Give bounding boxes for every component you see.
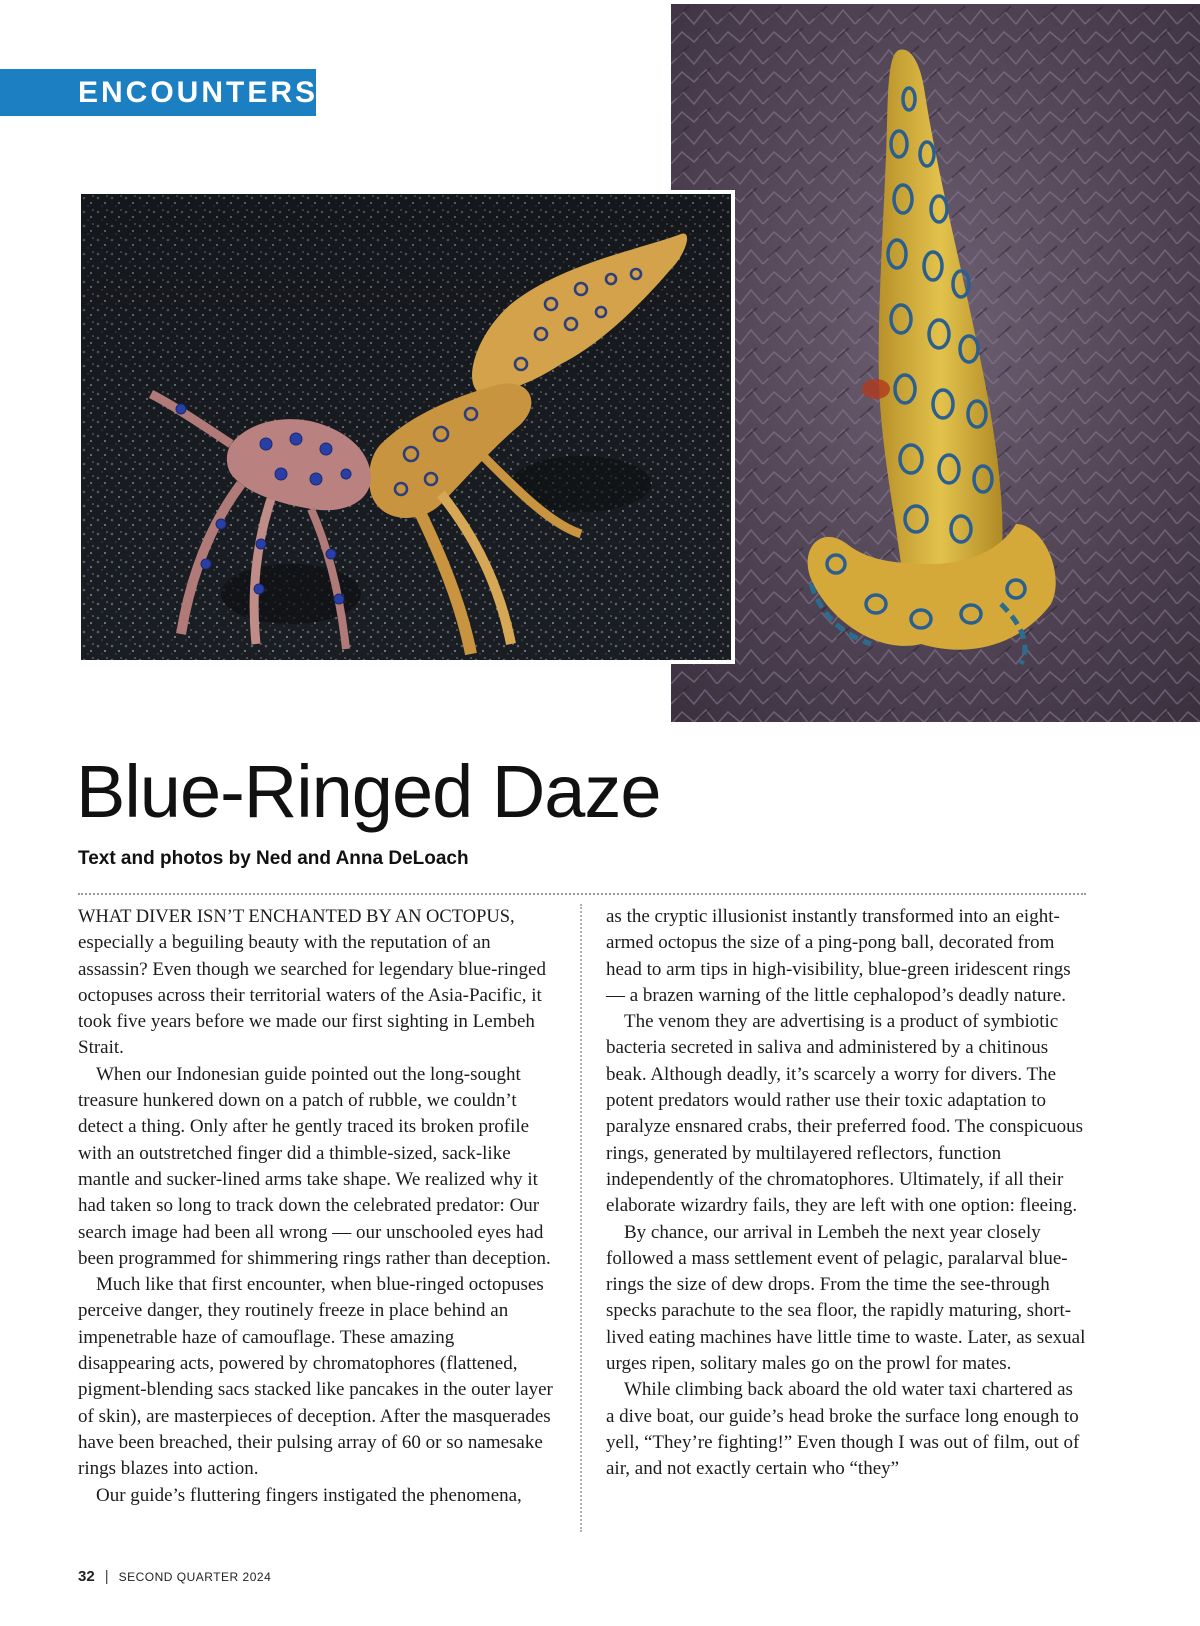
photo-right — [671, 4, 1200, 722]
text-column-left — [78, 904, 556, 1509]
paragraph: Our guide’s fluttering fingers instigated the phenomena, — [96, 1484, 522, 1506]
footer-separator: | — [104, 1568, 109, 1585]
octopus-photo-left — [81, 194, 731, 660]
paragraph: While climbing back aboard the old water taxi chartered as a dive boat, our guide’s head broke the surface long enough to yell, “They’re fighting!” Even though I was out of film, out of air, and not exactly certain who “they” — [606, 1379, 1080, 1480]
paragraph: When our Indonesian guide pointed out the long-sought treasure hunkered down on a patch of rubble, we couldn’t detect a thing. Only after he gently traced its broken profile with an outstretched finger did a thimble-sized, sack-like mantle and sucker-lined arms take shape. We realized why it had taken so long to track down the celebrated predator: Our search image had been all wrong — our unschooled eyes had been programmed for shimmering rings rather than deception. — [78, 1063, 551, 1269]
column-divider — [580, 904, 582, 1532]
octopus-photo-right — [671, 4, 1200, 722]
byline-divider — [78, 893, 1086, 895]
page-footer — [78, 1568, 271, 1585]
paragraph: By chance, our arrival in Lembeh the next year closely followed a mass settlement event of pelagic, paralarval blue-rings the size of dew drops. From the time the see-through specks parachute to the sea floor, the rapidly maturing, short-lived eating machines have little time to waste. Later, as sexual urges ripen, solitary males go on the prowl for mates. — [606, 1221, 1086, 1375]
text-column-right — [606, 904, 1086, 1483]
lead-in: WHAT DIVER ISN’T ENCHANTED BY AN OCTOPUS, — [78, 907, 515, 927]
paragraph: as the cryptic illusionist instantly transformed into an eight-armed octopus the size of a ping-pong ball, decorated from head to arm tips in high-visibility, blue-green iridescent rings — a brazen warning of the little cephalopod’s deadly nature. — [606, 906, 1071, 1006]
paragraph: Much like that first encounter, when blue-ringed octopuses perceive danger, they routinely freeze in place behind an impenetrable haze of camouflage. These amazing disappearing acts, powered by chromatophores (flattened, pigment-blending sacs stacked like pancakes in the outer layer of skin), are masterpieces of deception. After the masquerades have been breached, their pulsing array of 60 or so namesake rings blazes into action. — [78, 1274, 553, 1480]
article-byline: Text and photos by Ned and Anna DeLoach — [78, 848, 469, 869]
photo-left — [77, 190, 735, 664]
issue-label: SECOND QUARTER 2024 — [118, 1569, 272, 1584]
paragraph-text: especially a beguiling beauty with the reputation of an assassin? Even though we searched for legendary blue-ringed octopuses across their territorial waters of the Asia-Pacific, it took five years before we made our first sighting in Lembeh Strait. — [78, 932, 546, 1059]
section-tag-label: ENCOUNTERS — [78, 75, 319, 109]
article-title: Blue-Ringed Daze — [76, 750, 661, 833]
page-number: 32 — [78, 1568, 95, 1585]
paragraph: The venom they are advertising is a product of symbiotic bacteria secreted in saliva and administered by a chitinous beak. Although deadly, it’s scarcely a worry for divers. The potent predators would rather use their toxic adaptation to paralyze ensnared crabs, their preferred food. The conspicuous rings, generated by multilayered reflectors, function independently of the chromatophores. Ultimately, if all their elaborate wizardry fails, they are left with one option: fleeing. — [606, 1011, 1084, 1217]
paragraph — [78, 904, 556, 1062]
section-tag — [0, 69, 319, 116]
